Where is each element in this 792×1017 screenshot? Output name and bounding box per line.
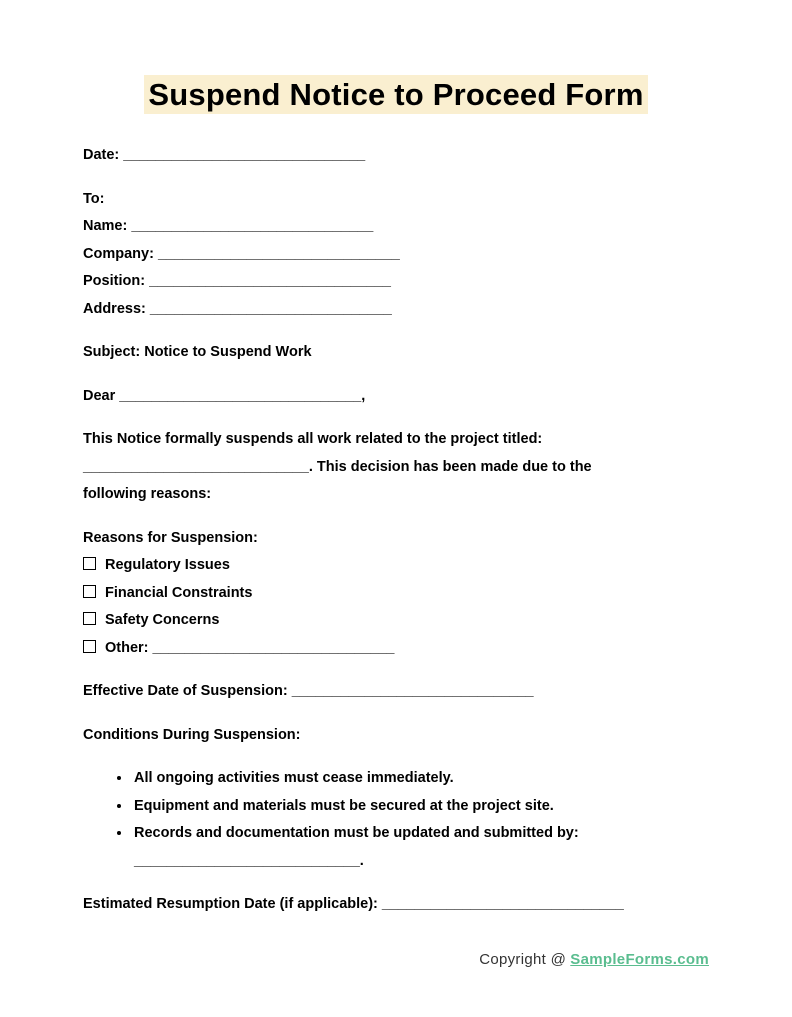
company-label: Company: xyxy=(83,245,154,262)
reasons-block xyxy=(83,525,709,663)
conditions-heading: Conditions During Suspension: xyxy=(83,726,301,743)
date-line xyxy=(83,142,709,170)
salutation-blank: ______________________________ xyxy=(119,387,362,404)
condition-records-text: Records and documentation must be updated and submitted by: xyxy=(134,825,579,841)
footer xyxy=(83,949,709,971)
effective-date-label: Effective Date of Suspension: xyxy=(83,683,288,699)
page-title: Suspend Notice to Proceed Form xyxy=(144,75,647,114)
address-line xyxy=(83,296,709,324)
effective-date-blank: ______________________________ xyxy=(291,683,534,699)
body-line-3: following reasons: xyxy=(83,486,212,502)
checkbox-icon xyxy=(83,612,96,625)
company-line xyxy=(83,241,709,269)
effective-date-line xyxy=(83,678,709,706)
salutation-line xyxy=(83,383,709,411)
date-label: Date: xyxy=(83,147,120,163)
position-label: Position: xyxy=(83,273,146,289)
reason-item-financial xyxy=(83,580,709,608)
body-paragraph xyxy=(83,426,709,509)
position-blank: ______________________________ xyxy=(149,273,391,289)
subject-line: Subject: Notice to Suspend Work xyxy=(83,344,312,360)
condition-records-blank: ____________________________. xyxy=(134,852,364,869)
address-label: Address: xyxy=(83,300,146,317)
reason-item-other xyxy=(83,635,709,663)
name-line xyxy=(83,213,709,241)
reason-label: Regulatory Issues xyxy=(105,557,230,573)
address-blank: ______________________________ xyxy=(149,300,392,317)
conditions-list xyxy=(83,765,709,875)
estimated-resumption-label: Estimated Resumption Date (if applicable): xyxy=(83,896,378,912)
reason-item-safety xyxy=(83,607,709,635)
reason-item-regulatory xyxy=(83,552,709,580)
condition-item-cease: • All ongoing activities must cease immediately. xyxy=(132,765,709,793)
estimated-resumption-line xyxy=(83,891,709,919)
salutation-suffix: , xyxy=(361,387,366,404)
reasons-heading: Reasons for Suspension: xyxy=(83,529,258,546)
recipient-block xyxy=(83,186,709,324)
body-line-2-text: . This decision has been made due to the xyxy=(308,458,592,475)
reason-label: Safety Concerns xyxy=(105,612,220,628)
body-line-1: This Notice formally suspends all work related to the project titled: xyxy=(83,431,543,447)
estimated-resumption-blank: ______________________________ xyxy=(381,896,624,912)
checkbox-icon xyxy=(83,585,96,598)
title-wrap xyxy=(83,75,709,114)
name-label: Name: xyxy=(83,218,128,234)
name-blank: ______________________________ xyxy=(131,218,374,234)
copyright-text: Copyright @ xyxy=(479,950,567,968)
date-blank: ______________________________ xyxy=(123,147,366,163)
reason-label: Other: xyxy=(105,639,149,656)
condition-item-equipment: • Equipment and materials must be secured at the project site. xyxy=(132,793,709,821)
company-blank: ______________________________ xyxy=(157,245,400,262)
body-line-2 xyxy=(83,454,709,482)
project-title-blank: ____________________________ xyxy=(83,458,309,475)
sampleforms-link[interactable]: SampleForms.com xyxy=(570,950,709,968)
other-blank: ______________________________ xyxy=(152,639,395,656)
condition-item-records xyxy=(132,820,709,875)
to-label: To: xyxy=(83,190,105,207)
position-line xyxy=(83,268,709,296)
checkbox-icon xyxy=(83,557,96,570)
checkbox-icon xyxy=(83,640,96,653)
salutation-label: Dear xyxy=(83,387,116,404)
reason-label: Financial Constraints xyxy=(105,584,253,601)
